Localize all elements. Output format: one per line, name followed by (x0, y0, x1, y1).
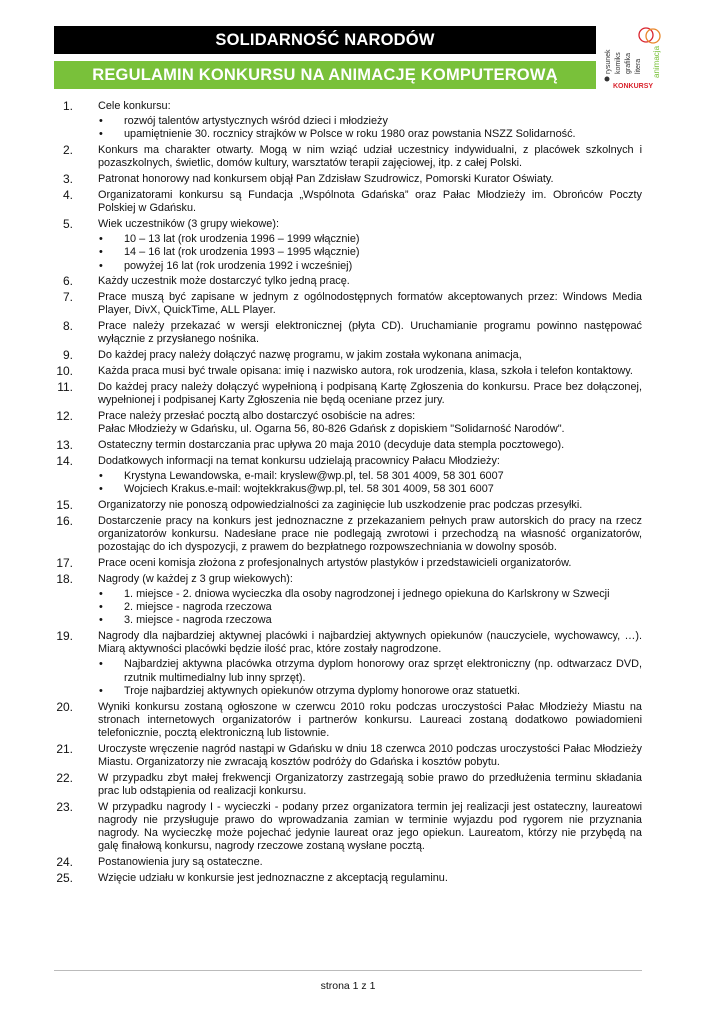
rule-sub-text: Wojciech Krakus.e-mail: wojtekkrakus@wp.pl, tel. 58 301 4009, 58 301 6007 (124, 483, 494, 495)
rule-sub-item (54, 233, 642, 246)
bullet-icon: • (99, 246, 103, 259)
rule-text: Wzięcie udziału w konkursie jest jednoznaczne z akceptacją regulaminu. (98, 872, 448, 885)
document-subtitle: REGULAMIN KONKURSU NA ANIMACJĘ KOMPUTEROWĄ (54, 61, 596, 89)
logo-word-komiks: komiks (615, 52, 622, 74)
rule-text: W przypadku nagrody I - wycieczki - podany przez organizatora termin jej realizacji jest ostateczny, laureatowi nagrody nie przysługuje prawo do wprowadzania zamian w terminie wyjazdu pod rygorem nie przyznania nagrody. Na wycieczkę może pojechać jedynie laureat oraz jego opiekun. Laureatom, którzy nie przybędą na galę finałową konkursu, nagrody rzeczowe zostaną wysłane pocztą. (98, 800, 642, 853)
logo-dot-icon (605, 77, 610, 82)
rule-number: 10. (56, 364, 73, 378)
rule-number: 25. (56, 871, 73, 886)
rule-item (54, 320, 642, 346)
rule-number: 14. (56, 453, 73, 468)
rule-sub-text: Troje najbardziej aktywnych opiekunów otrzyma dyplomy honorowe oraz statuetki. (124, 684, 521, 697)
bullet-icon: • (99, 483, 103, 495)
rule-item (54, 381, 642, 407)
rule-sub-text: 1. miejsce - 2. dniowa wycieczka dla osoby nagrodzonej i jednego opiekuna do Karlskrony w Szwecji (124, 587, 610, 600)
rule-sub-item (54, 588, 642, 601)
rule-sub-item (54, 260, 642, 273)
rule-number: 3. (62, 172, 73, 187)
rule-text: Każda praca musi być trwale opisana: imię i nazwisko autora, rok urodzenia, klasa, szkoła i telefon kontaktowy. (98, 365, 633, 377)
rule-text: Uroczyste wręczenie nagród nastąpi w Gdańsku w dniu 18 czerwca 2010 podczas uroczystości Pałac Młodzieży Miastu. Organizatorzy nie zwracają kosztów podróży do Gdańska i kosztów pobytu. (98, 742, 642, 769)
bullet-icon: • (99, 259, 103, 272)
page-number: strona 1 z 1 (320, 980, 376, 992)
rule-number: 19. (56, 629, 73, 643)
rule-sub-text: rozwój talentów artystycznych wśród dzieci i młodzieży (124, 115, 388, 128)
rule-item (54, 100, 642, 142)
rule-number: 4. (62, 188, 73, 202)
rule-text: Postanowienia jury są ostateczne. (98, 856, 263, 869)
logo-word-animacja: animacja (652, 45, 661, 78)
rule-sub-text: powyżej 16 lat (rok urodzenia 1992 i wcześniej) (124, 259, 353, 272)
rule-sub-text: Najbardziej aktywna placówka otrzyma dyplom honorowy oraz sprzęt elektroniczny (np. odtwarzacz DVD, rzutnik multimedialny lub inny sprzęt). (124, 658, 642, 684)
rule-number: 8. (62, 319, 73, 334)
rule-number: 16. (56, 513, 73, 528)
rule-text: Prace należy przekazać w wersji elektronicznej (płyta CD). Uruchamianie programu powinno następować wyłącznie z przysłanego nośnika. (98, 320, 642, 346)
rule-number: 22. (56, 770, 73, 785)
rule-number: 2. (62, 143, 73, 158)
rule-number: 9. (62, 348, 73, 363)
rule-text: Cele konkursu: (98, 100, 171, 112)
logo-word-rysunek: rysunek (605, 49, 612, 74)
bullet-icon: • (99, 684, 103, 697)
rule-item (54, 144, 642, 170)
rule-sub-text: 2. miejsce - nagroda rzeczowa (124, 601, 272, 613)
rule-sub-item (54, 658, 642, 684)
logo-brand: KONKURSY (613, 83, 654, 90)
rule-text: W przypadku zbyt małej frekwencji Organizatorzy zastrzegają sobie prawo do przedłużenia terminu składania prac lub odstąpienia od realizacji konkursu. (98, 771, 642, 798)
rule-item (54, 801, 642, 854)
logo-word-litera: litera (635, 58, 642, 74)
rule-item (54, 772, 642, 798)
bullet-icon: • (99, 587, 103, 600)
rule-number: 20. (56, 699, 73, 714)
rule-item (54, 743, 642, 769)
rule-text: Do każdej pracy należy dołączyć wypełnioną i podpisaną Kartę Zgłoszenia do konkursu. Prace bez dołączonej, wypełnionej i podpisanej Karty Zgłoszenia nie będą oceniane przez jury. (98, 380, 642, 406)
rule-item (54, 218, 642, 273)
rule-text: Ostateczny termin dostarczania prac upływa 20 maja 2010 (decyduje data stempla pocztowego). (98, 438, 565, 451)
rules-list (54, 100, 642, 888)
rule-sub-item (54, 115, 642, 128)
rule-sub-item (54, 470, 642, 483)
rule-sub-text: 10 – 13 lat (rok urodzenia 1996 – 1999 włącznie) (124, 233, 360, 246)
rule-item (54, 856, 642, 869)
rule-sub-item (54, 685, 642, 698)
rule-item (54, 630, 642, 698)
rule-item (54, 701, 642, 741)
rule-item (54, 872, 642, 885)
rule-sub-item (54, 246, 642, 259)
bullet-icon: • (99, 469, 103, 482)
rule-text: Nagrody dla najbardziej aktywnej placówki i najbardziej aktywnych opiekunów (nauczyciele, wychowawcy, …). Miarą aktywności placówki będzie ilość prac, które zostały nagrodzone. (98, 630, 642, 656)
bullet-icon: • (99, 614, 103, 627)
bullet-icon: • (99, 658, 103, 671)
rule-item (54, 349, 642, 362)
rule-number: 15. (56, 497, 73, 512)
rule-text: Wiek uczestników (3 grupy wiekowe): (98, 218, 279, 230)
rule-item (54, 275, 642, 288)
rule-text: Patronat honorowy nad konkursem objął Pan Zdzisław Szudrowicz, Pomorski Kurator Oświaty. (98, 173, 554, 186)
rule-sub-text: Krystyna Lewandowska, e-mail: kryslew@wp.pl, tel. 58 301 4009, 58 301 6007 (124, 469, 504, 482)
rule-text: Organizatorzy nie ponoszą odpowiedzialności za zaginięcie lub uszkodzenie prac podczas przesyłki. (98, 498, 583, 511)
rule-item (54, 365, 642, 378)
rule-sub-item (54, 128, 642, 141)
rule-sub-text: 14 – 16 lat (rok urodzenia 1993 – 1995 włącznie) (124, 246, 360, 259)
rule-number: 12. (56, 408, 73, 423)
rule-item (54, 189, 642, 215)
rule-sub-item (54, 601, 642, 614)
rule-text: Do każdej pracy należy dołączyć nazwę programu, w jakim została wykonana animacja, (98, 349, 522, 362)
rule-text: Prace muszą być zapisane w jednym z ogólnodostępnych formatów akceptowanych przez: Windows Media Player, DivX, QuickTime, ALL Player. (98, 291, 642, 317)
bullet-icon: • (99, 601, 103, 613)
rule-number: 18. (56, 571, 73, 586)
rule-number: 6. (62, 274, 73, 289)
rule-number: 5. (62, 217, 73, 231)
rule-item (54, 439, 642, 452)
rule-text: Organizatorami konkursu są Fundacja „Wspólnota Gdańska” oraz Pałac Młodzieży im. Obrońców Poczty Polskiej w Gdańsku. (98, 189, 642, 215)
bullet-icon: • (99, 115, 103, 128)
rule-item (54, 173, 642, 186)
rule-sub-item (54, 614, 642, 627)
bullet-icon: • (99, 233, 103, 246)
rule-number: 21. (56, 741, 73, 756)
rule-item (54, 410, 642, 436)
document-title: SOLIDARNOŚĆ NARODÓW (54, 26, 596, 54)
konkursy-logo (601, 22, 669, 92)
rule-text: Dodatkowych informacji na temat konkursu udzielają pracownicy Pałacu Młodzieży: (98, 454, 500, 467)
rule-sub-item (54, 483, 642, 496)
rule-number: 13. (56, 437, 73, 452)
rule-item (54, 557, 642, 570)
rule-number: 24. (56, 855, 73, 870)
rule-sub-text: upamiętnienie 30. rocznicy strajków w Polsce w roku 1980 oraz powstania NSZZ Solidarność. (124, 128, 576, 141)
rule-item (54, 515, 642, 555)
footer-divider (54, 970, 642, 971)
rule-number: 11. (57, 379, 73, 394)
bullet-icon: • (99, 128, 103, 141)
rule-sub-text: 3. miejsce - nagroda rzeczowa (124, 614, 272, 627)
rule-item (54, 573, 642, 628)
rule-text: Każdy uczestnik może dostarczyć tylko jedną pracę. (98, 275, 350, 288)
rule-item (54, 291, 642, 317)
rule-number: 17. (56, 555, 73, 570)
rule-number: 1. (62, 99, 73, 113)
rule-item (54, 499, 642, 512)
rule-text: Wyniki konkursu zostaną ogłoszone w czerwcu 2010 roku podczas uroczystości Pałac Młodzieży Miastu na stronach internetowych organizatorów i partnerów konkursu. Laureaci zostaną dodatkowo powiadomieni telefonicznie, pocztą elektroniczną lub listownie. (98, 700, 642, 740)
rule-text: Dostarczenie pracy na konkurs jest jednoznaczne z przekazaniem pełnych praw autorskich do pracy na rzecz organizatorów konkursu. Nadesłane prace nie podlegają zwrotowi i przechodzą na własność organizatorów, pozostając do ich dyspozycji, z prawem do bezpłatnego rozpowszechniania w dowolny sposób. (98, 514, 642, 553)
rule-item (54, 455, 642, 497)
rule-number: 23. (56, 799, 73, 814)
rule-text: Prace oceni komisja złożona z profesjonalnych artystów plastyków i przedstawicieli organizatorów. (98, 556, 572, 569)
logo-word-grafika: grafika (625, 52, 632, 74)
rule-text: Konkurs ma charakter otwarty. Mogą w nim wziąć udział uczestnicy indywidualni, z placówek szkolnych i pozaszkolnych, świetlic, domów kultury, warsztatów terapii zajęciowej, itp. z całej Polski. (98, 144, 642, 170)
rule-number: 7. (62, 290, 73, 305)
rule-text: Prace należy przesłać pocztą albo dostarczyć osobiście na adres: Pałac Młodzieży w Gdańsku, ul. Ogarna 56, 80-826 Gdańsk z dopiskiem "Solidarność Narodów". (98, 409, 565, 435)
rule-text: Nagrody (w każdej z 3 grup wiekowych): (98, 572, 293, 585)
